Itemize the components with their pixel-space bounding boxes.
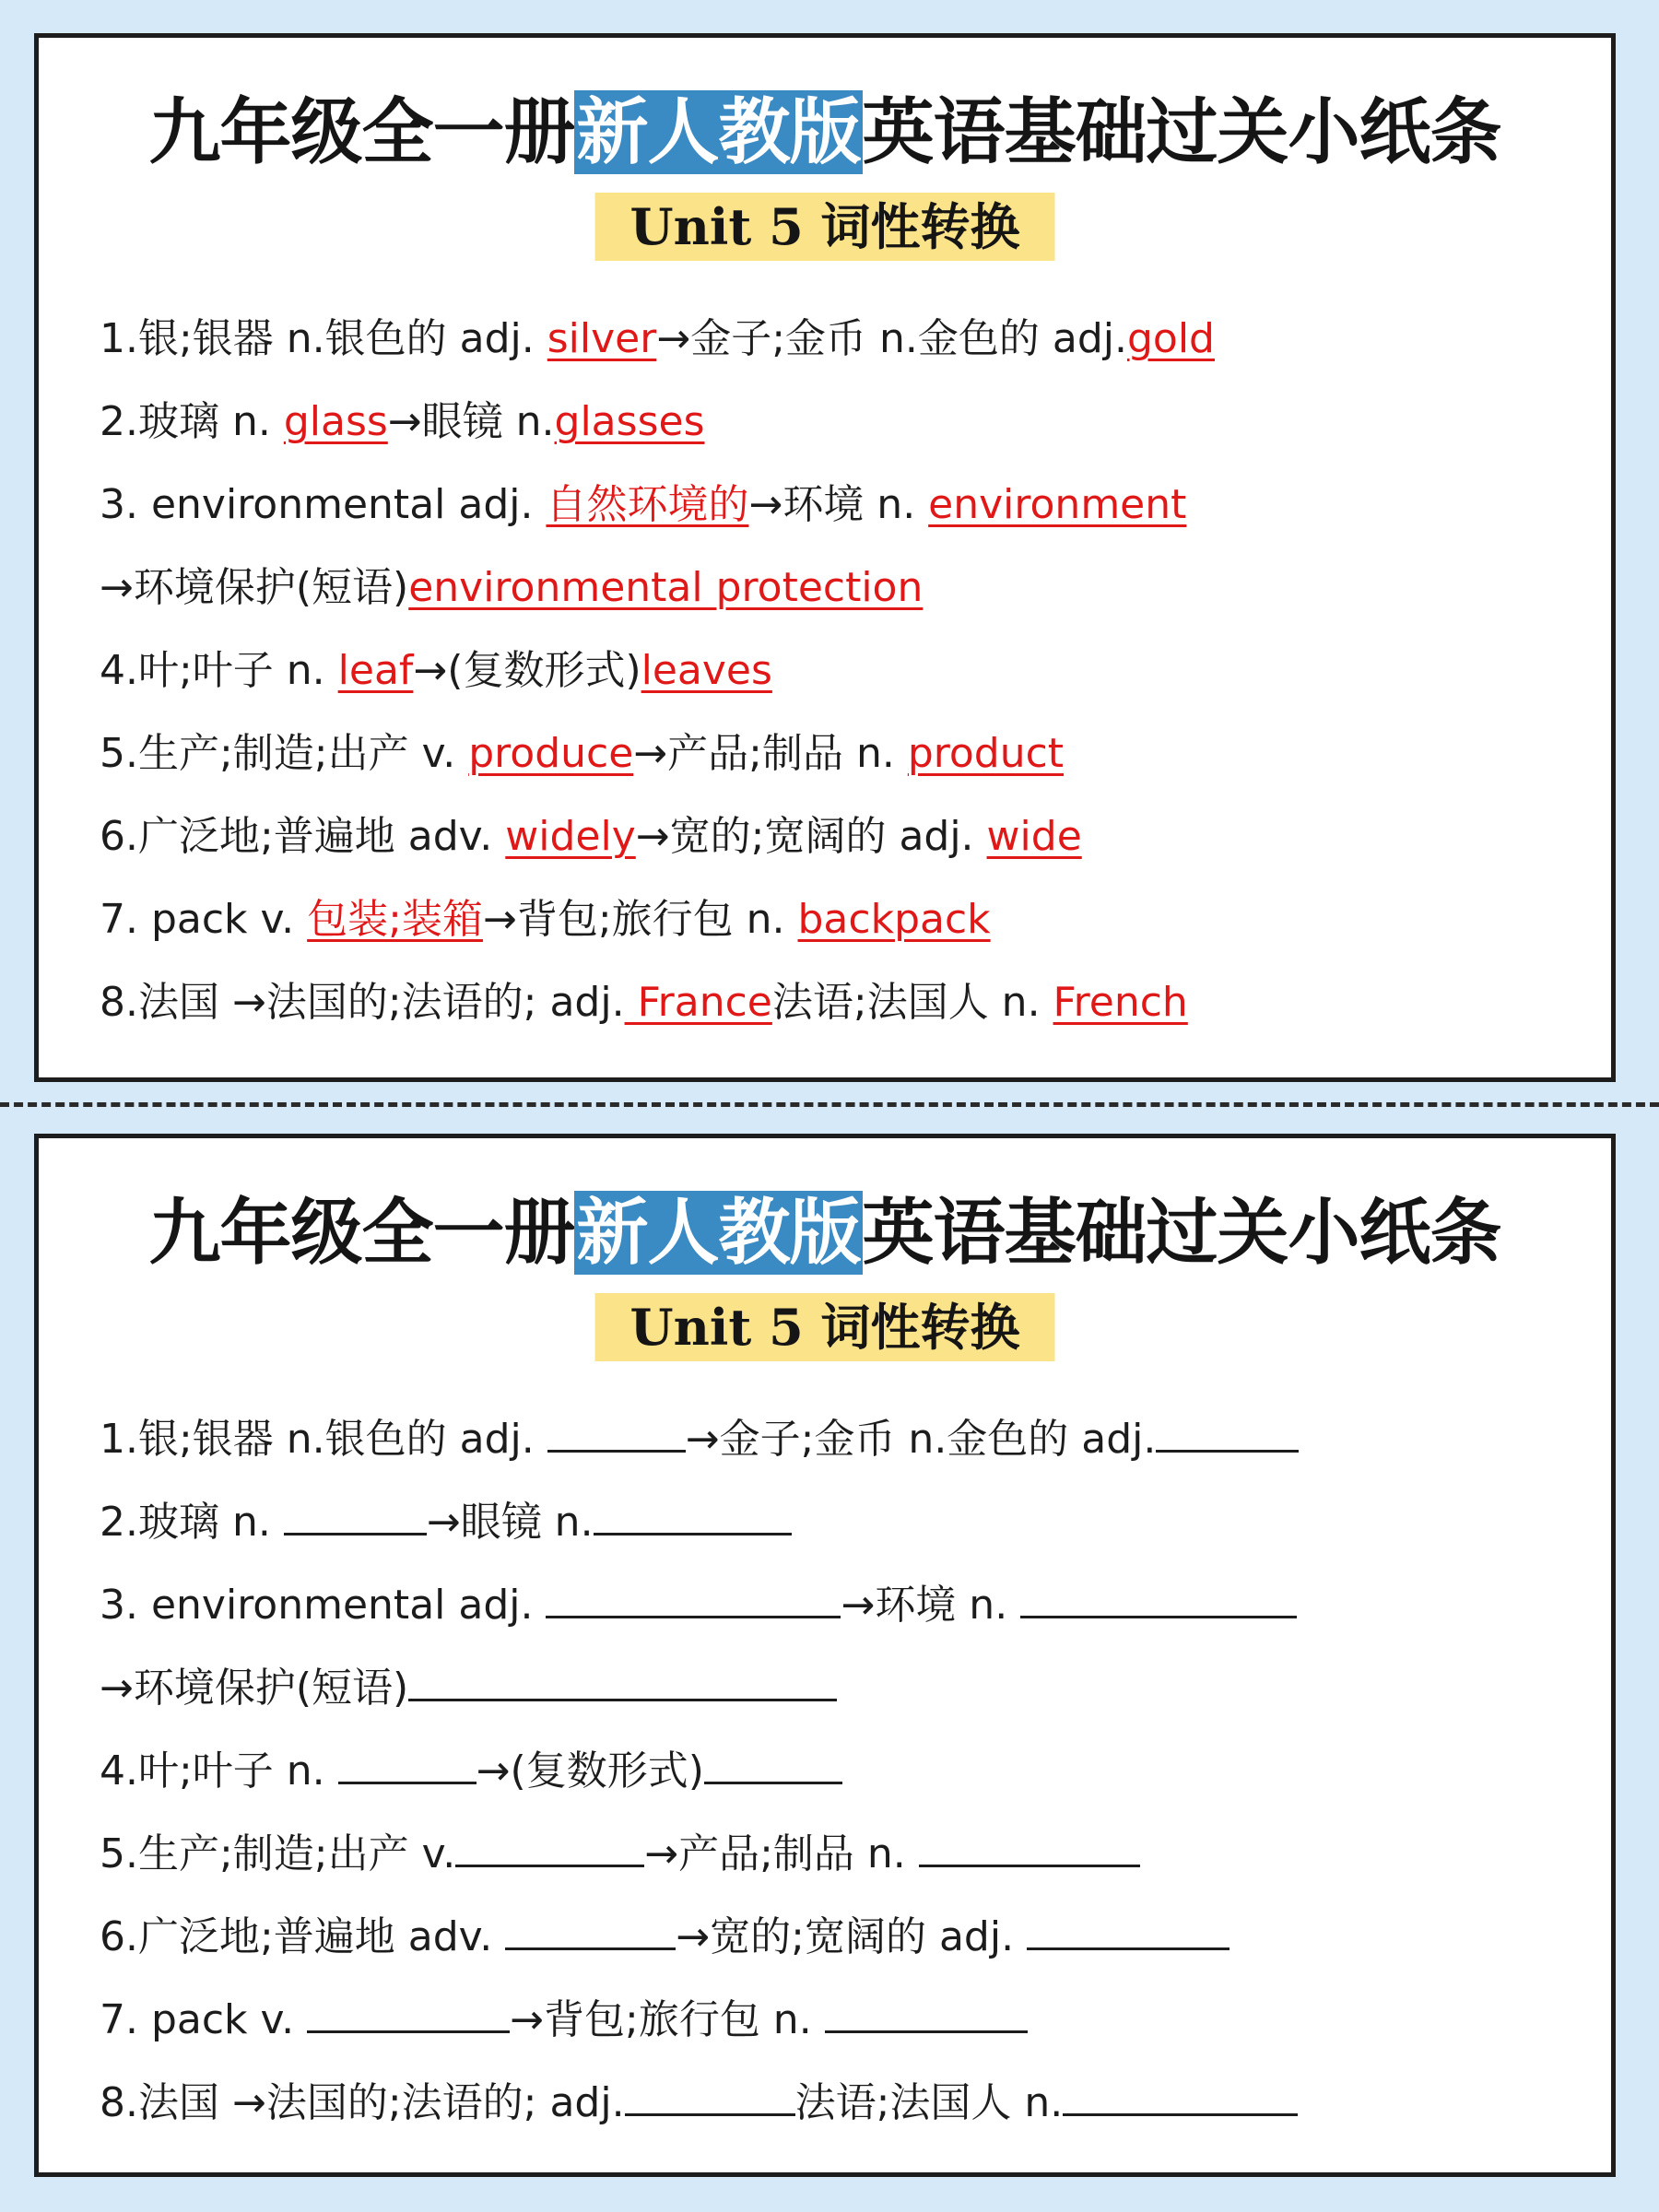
list-item: 8.法国 →法国的;法语的; adj. France法语;法国人 n. French [100, 979, 1188, 1026]
answer-text: widely [505, 813, 636, 860]
answer-text: 自然环境的 [546, 481, 749, 528]
title-highlight: 新人教版 [576, 1191, 861, 1275]
answer-text: silver [547, 315, 657, 362]
answer-text: gold [1126, 315, 1215, 362]
fill-blank[interactable] [547, 1409, 686, 1453]
answer-text: backpack [797, 896, 991, 943]
fill-blank[interactable] [408, 1658, 837, 1701]
title-pre: 九年级全一册 [148, 90, 575, 174]
answer-text: French [1053, 979, 1188, 1026]
title-highlight: 新人教版 [576, 90, 861, 174]
fill-blank[interactable] [1063, 2073, 1298, 2116]
cut-line-divider [0, 1102, 1659, 1107]
answer-text: 包装;装箱 [307, 896, 483, 943]
fill-blank[interactable] [546, 1575, 841, 1618]
answer-text: glasses [554, 398, 705, 445]
fill-blank[interactable] [307, 1990, 510, 2033]
list-item: 1.银;银器 n.银色的 adj. →金子;金币 n.金色的 adj. [100, 1398, 1574, 1481]
title-post: 英语基础过关小纸条 [862, 1191, 1501, 1275]
answer-text: produce [468, 730, 634, 777]
fill-blank[interactable] [625, 2073, 795, 2116]
fill-blank[interactable] [338, 1741, 477, 1784]
answer-text: wide [986, 813, 1082, 860]
fill-blank[interactable] [1020, 1575, 1297, 1618]
list-item: 4.叶;叶子 n. leaf→(复数形式)leaves [100, 647, 772, 694]
fill-blank[interactable] [1156, 1409, 1299, 1453]
list-item: 4.叶;叶子 n. →(复数形式) [100, 1730, 1574, 1813]
list-item: 1.银;银器 n.银色的 adj. silver→金子;金币 n.金色的 adj.gold [100, 315, 1215, 362]
answer-card [34, 33, 1616, 1082]
list-item: 3. environmental adj. 自然环境的→环境 n. environment [100, 481, 1187, 528]
fill-blank[interactable] [505, 1907, 676, 1950]
fill-blank[interactable] [704, 1741, 842, 1784]
answer-text: leaves [641, 647, 772, 694]
fill-blank[interactable] [284, 1492, 427, 1535]
answer-list [100, 298, 1574, 1044]
list-item: 8.法国 →法国的;法语的; adj. 法语;法国人 n. [100, 2062, 1574, 2145]
list-item: 5.生产;制造;出产 v. produce→产品;制品 n. product [100, 730, 1065, 777]
fill-blank[interactable] [825, 1990, 1028, 2033]
answer-text: environment [928, 481, 1187, 528]
list-item: 6.广泛地;普遍地 adv. →宽的;宽阔的 adj. [100, 1896, 1574, 1979]
fill-blank[interactable] [1027, 1907, 1230, 1950]
fill-blank[interactable] [919, 1824, 1140, 1867]
unit-subtitle: Unit 5 词性转换 [595, 1293, 1055, 1361]
fill-blank[interactable] [594, 1492, 792, 1535]
fill-blank[interactable] [455, 1824, 644, 1867]
title-post: 英语基础过关小纸条 [862, 90, 1501, 174]
answer-text: glass [283, 398, 388, 445]
list-item: 7. pack v. →背包;旅行包 n. [100, 1979, 1574, 2062]
answer-text: France [624, 979, 772, 1026]
answer-text: leaf [337, 647, 414, 694]
list-item: 3. environmental adj. →环境 n. [100, 1564, 1574, 1647]
page-title [39, 82, 1611, 183]
title-pre: 九年级全一册 [148, 1191, 575, 1275]
exercise-card [34, 1134, 1616, 2177]
page-title [39, 1182, 1611, 1284]
exercise-list [100, 1398, 1574, 2145]
answer-text: product [907, 730, 1065, 777]
list-item: 5.生产;制造;出产 v. →产品;制品 n. [100, 1813, 1574, 1896]
list-item: →环境保护(短语) [100, 1647, 1574, 1730]
list-item: 2.玻璃 n. glass→眼镜 n.glasses [100, 398, 705, 445]
list-item: 2.玻璃 n. →眼镜 n. [100, 1481, 1574, 1564]
list-item: 6.广泛地;普遍地 adv. widely→宽的;宽阔的 adj. wide [100, 813, 1082, 860]
unit-subtitle: Unit 5 词性转换 [595, 193, 1055, 261]
answer-text: environmental protection [408, 564, 924, 611]
list-item: 7. pack v. 包装;装箱→背包;旅行包 n. backpack [100, 896, 991, 943]
list-item: →环境保护(短语)environmental protection [100, 564, 924, 611]
